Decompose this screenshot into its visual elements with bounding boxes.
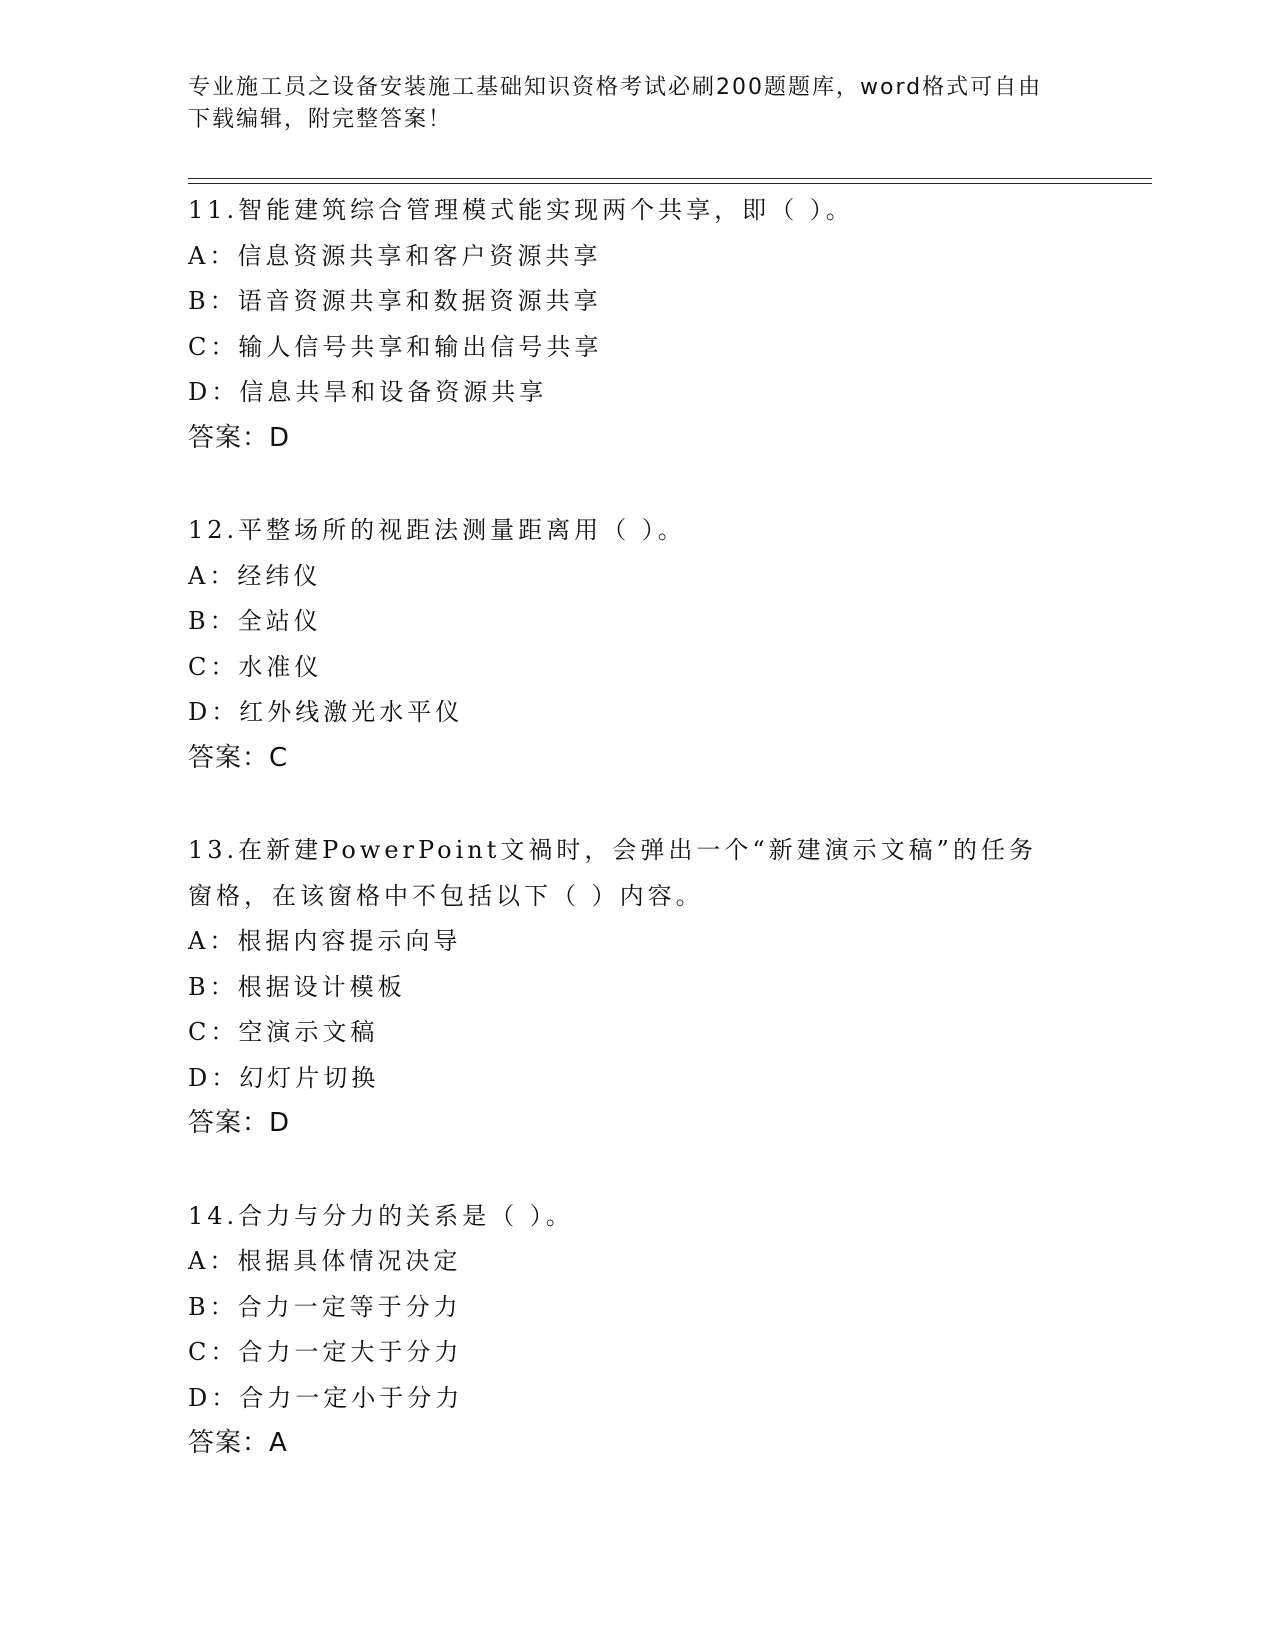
answer-line: 答案：D — [188, 1108, 291, 1138]
option-d: D：幻灯片切换 — [188, 1063, 380, 1092]
option-b: B：全站仪 — [188, 607, 322, 635]
answer-line: 答案：A — [188, 1428, 288, 1458]
question-stem: 11.智能建筑综合管理模式能实现两个共享，即（ ）。 — [188, 196, 854, 224]
option-a: A：信息资源共享和客户资源共享 — [188, 241, 602, 270]
option-c: C：水准仪 — [188, 652, 323, 681]
question-item — [188, 1194, 1128, 1467]
header-divider — [188, 183, 1152, 184]
option-a: A：根据内容提示向导 — [188, 927, 462, 955]
option-d: D：信息共旱和设备资源共享 — [188, 378, 548, 406]
question-stem: 14.合力与分力的关系是（ ）。 — [188, 1201, 574, 1230]
question-item — [188, 188, 1128, 461]
answer-line: 答案：C — [188, 742, 289, 773]
option-c: C：合力一定大于分力 — [188, 1338, 463, 1366]
option-b: B：根据设计模板 — [188, 972, 406, 1001]
option-c: C：输人信号共享和输出信号共享 — [188, 332, 603, 361]
header-line: 专业施工员之设备安装施工基础知识资格考试必刷200题题库，word格式可自由 — [188, 75, 1043, 100]
question-item — [188, 828, 1128, 1147]
option-b: B：合力一定等于分力 — [188, 1292, 462, 1321]
question-stem-continued: 窗格，在该窗格中不包括以下（ ）内容。 — [188, 881, 704, 910]
document-header — [188, 72, 1068, 136]
question-list — [188, 188, 1128, 1514]
option-b: B：语音资源共享和数据资源共享 — [188, 287, 602, 315]
header-line: 下载编辑，附完整答案！ — [188, 107, 453, 132]
question-stem: 12.平整场所的视距法测量距离用（ ）。 — [188, 516, 686, 544]
header-divider — [188, 178, 1152, 179]
question-item — [188, 508, 1128, 781]
option-c: C：空演示文稿 — [188, 1018, 379, 1046]
option-a: A：经纬仪 — [188, 561, 322, 590]
answer-line: 答案：D — [188, 422, 291, 453]
option-a: A：根据具体情况决定 — [188, 1247, 462, 1275]
question-stem: 13.在新建PowerPoint文禍时，会弹出一个“新建演示文稿”的任务 — [188, 836, 1037, 864]
option-d: D：红外线激光水平仪 — [188, 698, 464, 726]
option-d: D：合力一定小于分力 — [188, 1383, 464, 1412]
